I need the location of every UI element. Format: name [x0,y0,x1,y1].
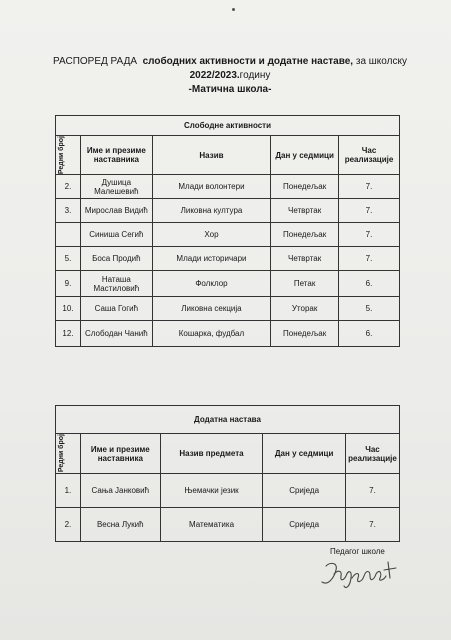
cell-day: Понедељак [271,321,339,347]
cell-hour: 6. [339,271,400,297]
cell-teacher: Мирослав Видић [80,199,152,223]
paper-mark [232,8,235,11]
table-row [56,321,400,347]
cell-no: 2. [56,508,81,542]
title-bold: слободних активности и додатне наставе, [142,56,354,67]
cell-no: 5. [56,247,81,271]
col-no: Редни број [56,136,81,175]
table-row [56,175,400,199]
signature [318,556,403,596]
col-no: Редни број [56,434,81,474]
col-day: Дан у седмици [263,434,346,474]
cell-hour: 7. [339,175,400,199]
table-row [56,474,400,508]
cell-hour: 7. [345,508,399,542]
activities-caption: Слободне активности [56,116,400,136]
cell-day: Сриједа [263,474,346,508]
cell-teacher: Наташа Мастиловић [80,271,152,297]
cell-teacher: Слободан Чанић [80,321,152,347]
col-name: Назив [152,136,270,175]
cell-no: 3. [56,199,81,223]
cell-day: Уторак [271,297,339,321]
table-row [56,247,400,271]
cell-name: Ликовна култура [152,199,270,223]
cell-no: 12. [56,321,81,347]
cell-hour: 6. [339,321,400,347]
col-hour: Час реализације [345,434,399,474]
school-year-suffix: годину [239,70,271,81]
cell-hour: 7. [345,474,399,508]
cell-teacher: Синиша Сегић [80,223,152,247]
table-row [56,223,400,247]
table-row [56,199,400,223]
cell-no: 1. [56,474,81,508]
cell-name: Млади историчари [152,247,270,271]
cell-day: Петак [271,271,339,297]
cell-day: Понедељак [271,175,339,199]
cell-teacher: Душица Малешевић [80,175,152,199]
cell-hour: 7. [339,247,400,271]
col-hour: Час реализације [339,136,400,175]
document-title [40,55,420,97]
cell-no [56,223,81,247]
cell-subject: Њемачки језик [160,474,263,508]
title-prefix: РАСПОРЕД РАДА [53,56,138,67]
cell-day: Сриједа [263,508,346,542]
col-subject: Назив предмета [160,434,263,474]
cell-hour: 7. [339,199,400,223]
cell-no: 2. [56,175,81,199]
col-teacher: Име и презиме наставника [80,136,152,175]
cell-teacher: Саша Гогић [80,297,152,321]
cell-day: Четвртак [271,199,339,223]
col-day: Дан у седмици [271,136,339,175]
school-name: -Матична школа- [188,84,272,95]
activities-table [55,115,400,347]
cell-no: 10. [56,297,81,321]
cell-no: 9. [56,271,81,297]
additional-table [55,405,400,542]
col-teacher: Име и презиме наставника [80,434,160,474]
cell-day: Понедељак [271,223,339,247]
cell-name: Хор [152,223,270,247]
cell-subject: Математика [160,508,263,542]
additional-caption: Додатна настава [56,406,400,434]
table-row [56,271,400,297]
pedagogue-label: Педагог школе [330,547,385,556]
cell-name: Млади волонтери [152,175,270,199]
cell-name: Кошарка, фудбал [152,321,270,347]
cell-teacher: Сања Јанковић [80,474,160,508]
cell-teacher: Боса Продић [80,247,152,271]
cell-day: Четвртак [271,247,339,271]
table-row [56,297,400,321]
cell-name: Фолклор [152,271,270,297]
cell-teacher: Весна Лукић [80,508,160,542]
cell-hour: 5. [339,297,400,321]
cell-name: Ликовна секција [152,297,270,321]
school-year: 2022/2023. [189,70,240,81]
cell-hour: 7. [339,223,400,247]
title-suffix: за школску [355,56,407,67]
table-row [56,508,400,542]
